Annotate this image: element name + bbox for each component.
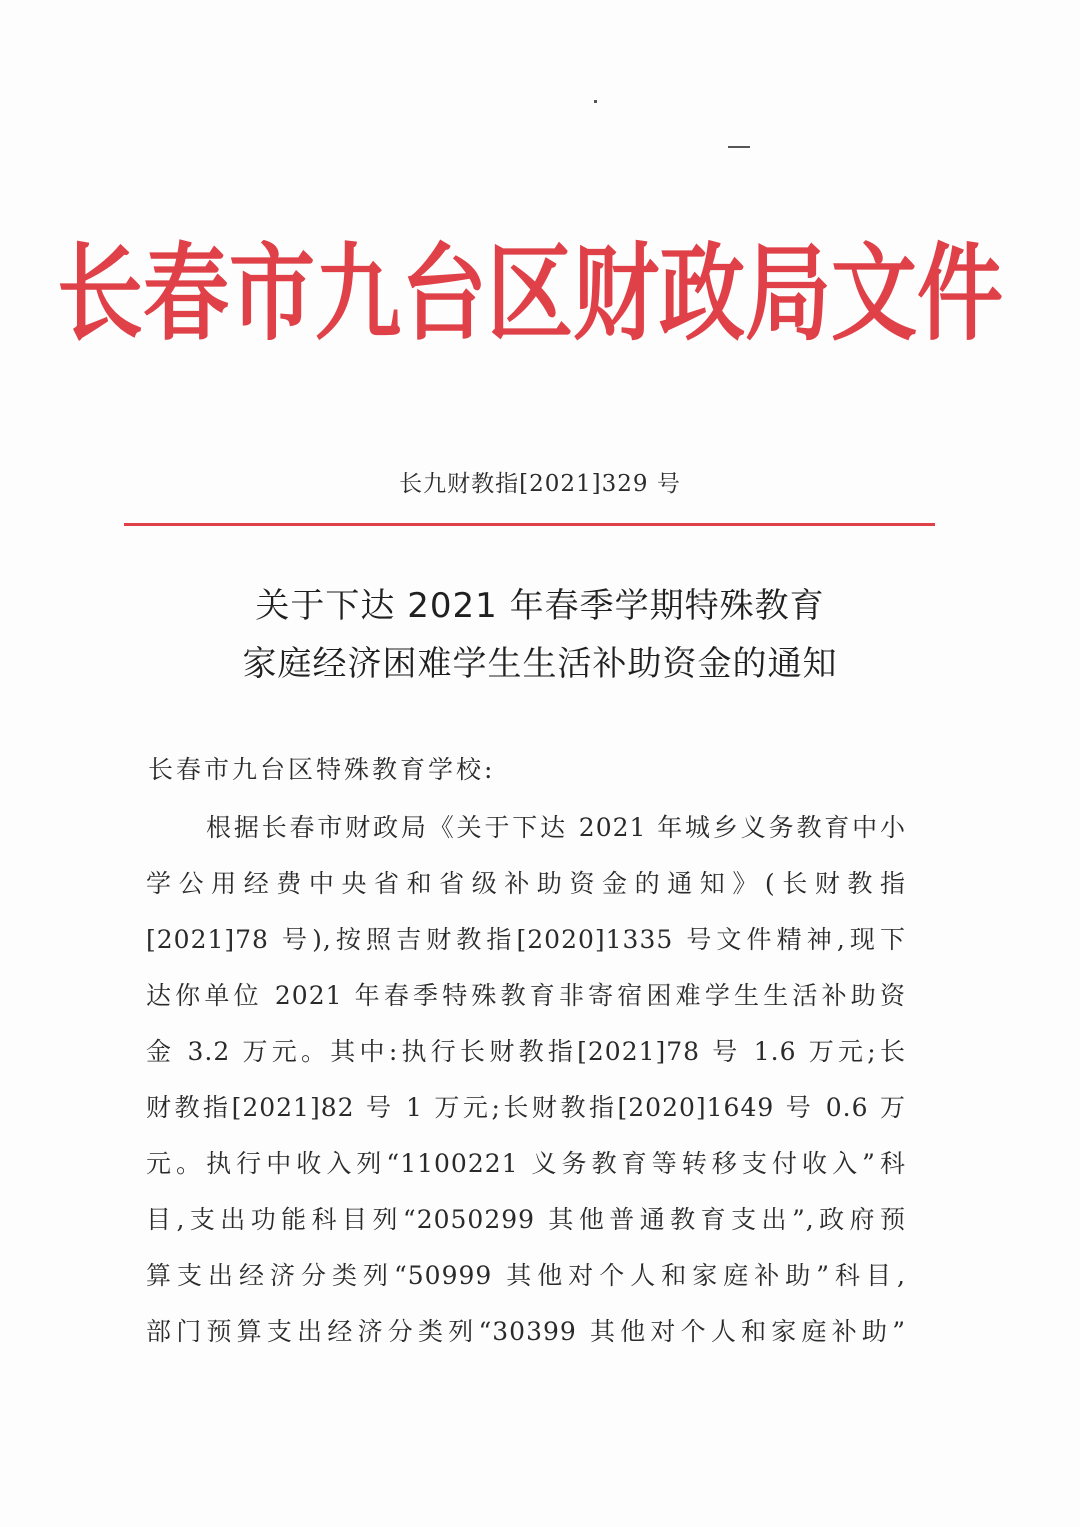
notice-title-line-2: 家庭经济困难学生生活补助资金的通知	[242, 644, 838, 684]
body-line: 根据长春市财政局《关于下达 2021 年城乡义务教育中小	[206, 813, 906, 842]
body-line: 金 3.2 万元。其中:执行长财教指[2021]78 号 1.6 万元;长	[146, 1037, 906, 1066]
body-line: 达你单位 2021 年春季特殊教育非寄宿困难学生生活补助资	[146, 981, 906, 1010]
body-line: 部门预算支出经济分类列“30399 其他对个人和家庭补助”	[146, 1317, 906, 1346]
scan-speck	[594, 100, 597, 103]
body-line: 算支出经济分类列“50999 其他对个人和家庭补助”科目,	[146, 1261, 906, 1290]
scan-speck	[728, 146, 750, 148]
body-line: 学公用经费中央省和省级补助资金的通知》(长财教指	[146, 869, 906, 898]
body-line: 元。执行中收入列“1100221 义务教育等转移支付收入”科	[146, 1149, 906, 1178]
body-line: [2021]78 号),按照吉财教指[2020]1335 号文件精神,现下	[146, 925, 906, 954]
notice-title-line-1: 关于下达 2021 年春季学期特殊教育	[255, 586, 825, 626]
document-number: 长九财教指[2021]329 号	[399, 471, 681, 497]
addressee: 长春市九台区特殊教育学校:	[148, 755, 496, 784]
red-divider	[124, 523, 935, 526]
body-line: 目,支出功能科目列“2050299 其他普通教育支出”,政府预	[146, 1205, 906, 1234]
masthead-title: 长春市九台区财政局文件	[57, 233, 1003, 356]
body-line: 财教指[2021]82 号 1 万元;长财教指[2020]1649 号 0.6 万	[146, 1093, 906, 1122]
